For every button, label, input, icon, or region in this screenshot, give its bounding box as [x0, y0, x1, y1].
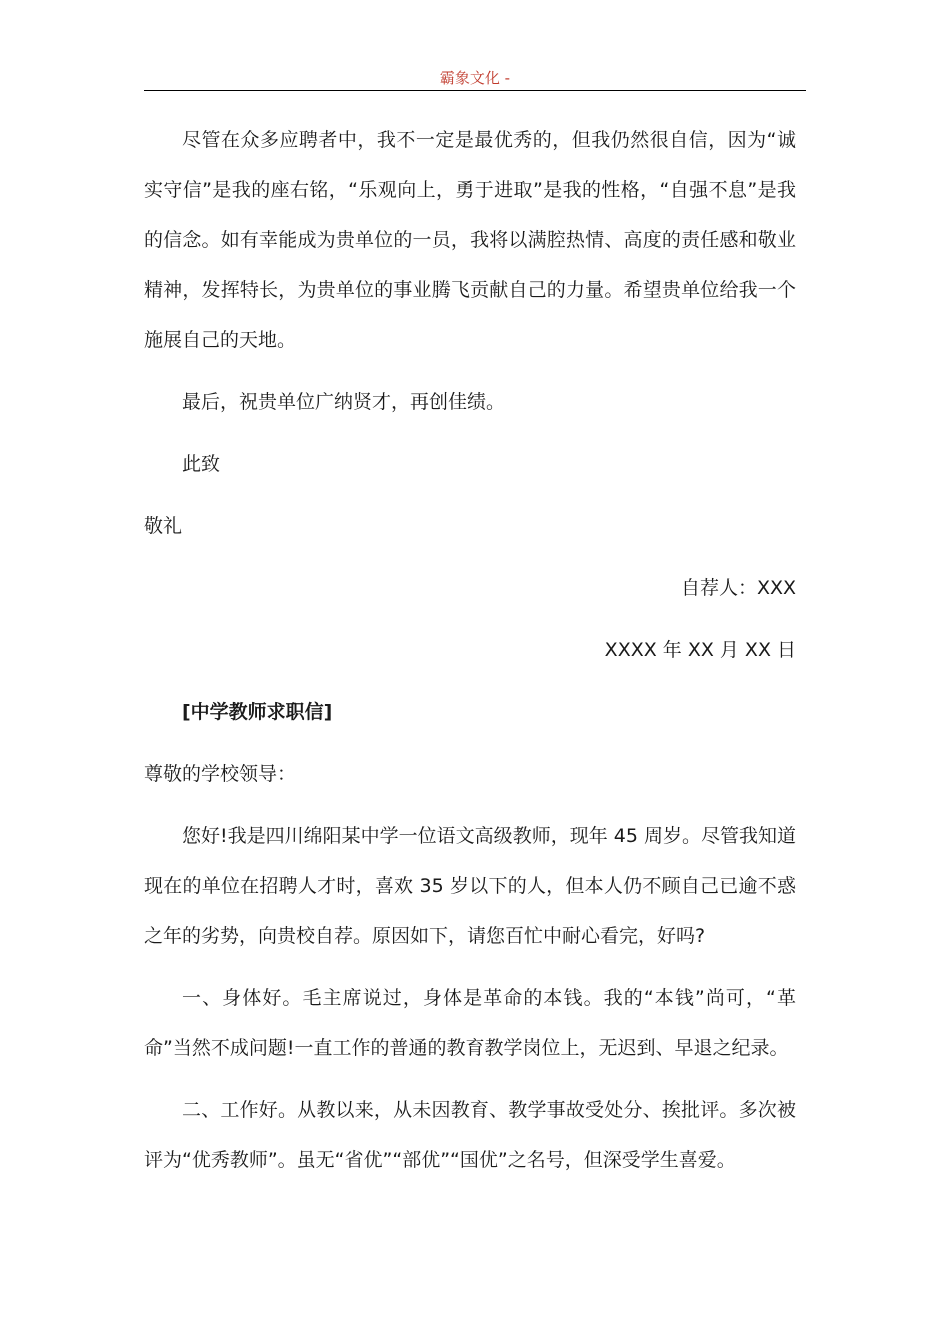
- paragraph-closing-wish: 最后，祝贵单位广纳贤才，再创佳绩。: [182, 391, 506, 413]
- page-header: 霸象文化 -: [439, 69, 511, 87]
- signature-date: XXXX 年 XX 月 XX 日: [604, 639, 796, 661]
- header-divider: [144, 90, 806, 91]
- paragraph-salutation-jingli: 敬礼: [144, 515, 183, 537]
- document-body: [144, 115, 796, 1197]
- paragraph-point-health: 一、身体好。毛主席说过，身体是革命的本钱。我的“本钱”尚可，“革命”当然不成问题!一直工作的普通的教育教学岗位上，无迟到、早退之纪录。: [144, 987, 796, 1059]
- paragraph-self-confidence: 尽管在众多应聘者中，我不一定是最优秀的，但我仍然很自信，因为“诚实守信”是我的座右铭，“乐观向上，勇于进取”是我的性格，“自强不息”是我的信念。如有幸能成为贵单位的一员，我将以满腔热情、高度的责任感和敬业精神，发挥特长，为贵单位的事业腾飞贡献自己的力量。希望贵单位给我一个施展自己的天地。: [144, 129, 796, 351]
- paragraph-salutation-cizhi: 此致: [182, 453, 221, 475]
- section-title: [中学教师求职信]: [182, 701, 333, 723]
- paragraph-introduction: 您好!我是四川绵阳某中学一位语文高级教师，现年 45 周岁。尽管我知道现在的单位在招聘人才时，喜欢 35 岁以下的人，但本人仍不顾自己已逾不惑之年的劣势，向贵校自荐。原因如下，请您百忙中耐心看完，好吗?: [144, 825, 796, 947]
- paragraph-point-work: 二、工作好。从教以来，从未因教育、教学事故受处分、挨批评。多次被评为“优秀教师”。虽无“省优”“部优”“国优”之名号，但深受学生喜爱。: [144, 1099, 796, 1171]
- signature-name: 自荐人：XXX: [680, 577, 796, 599]
- letter-greeting: 尊敬的学校领导：: [144, 763, 297, 785]
